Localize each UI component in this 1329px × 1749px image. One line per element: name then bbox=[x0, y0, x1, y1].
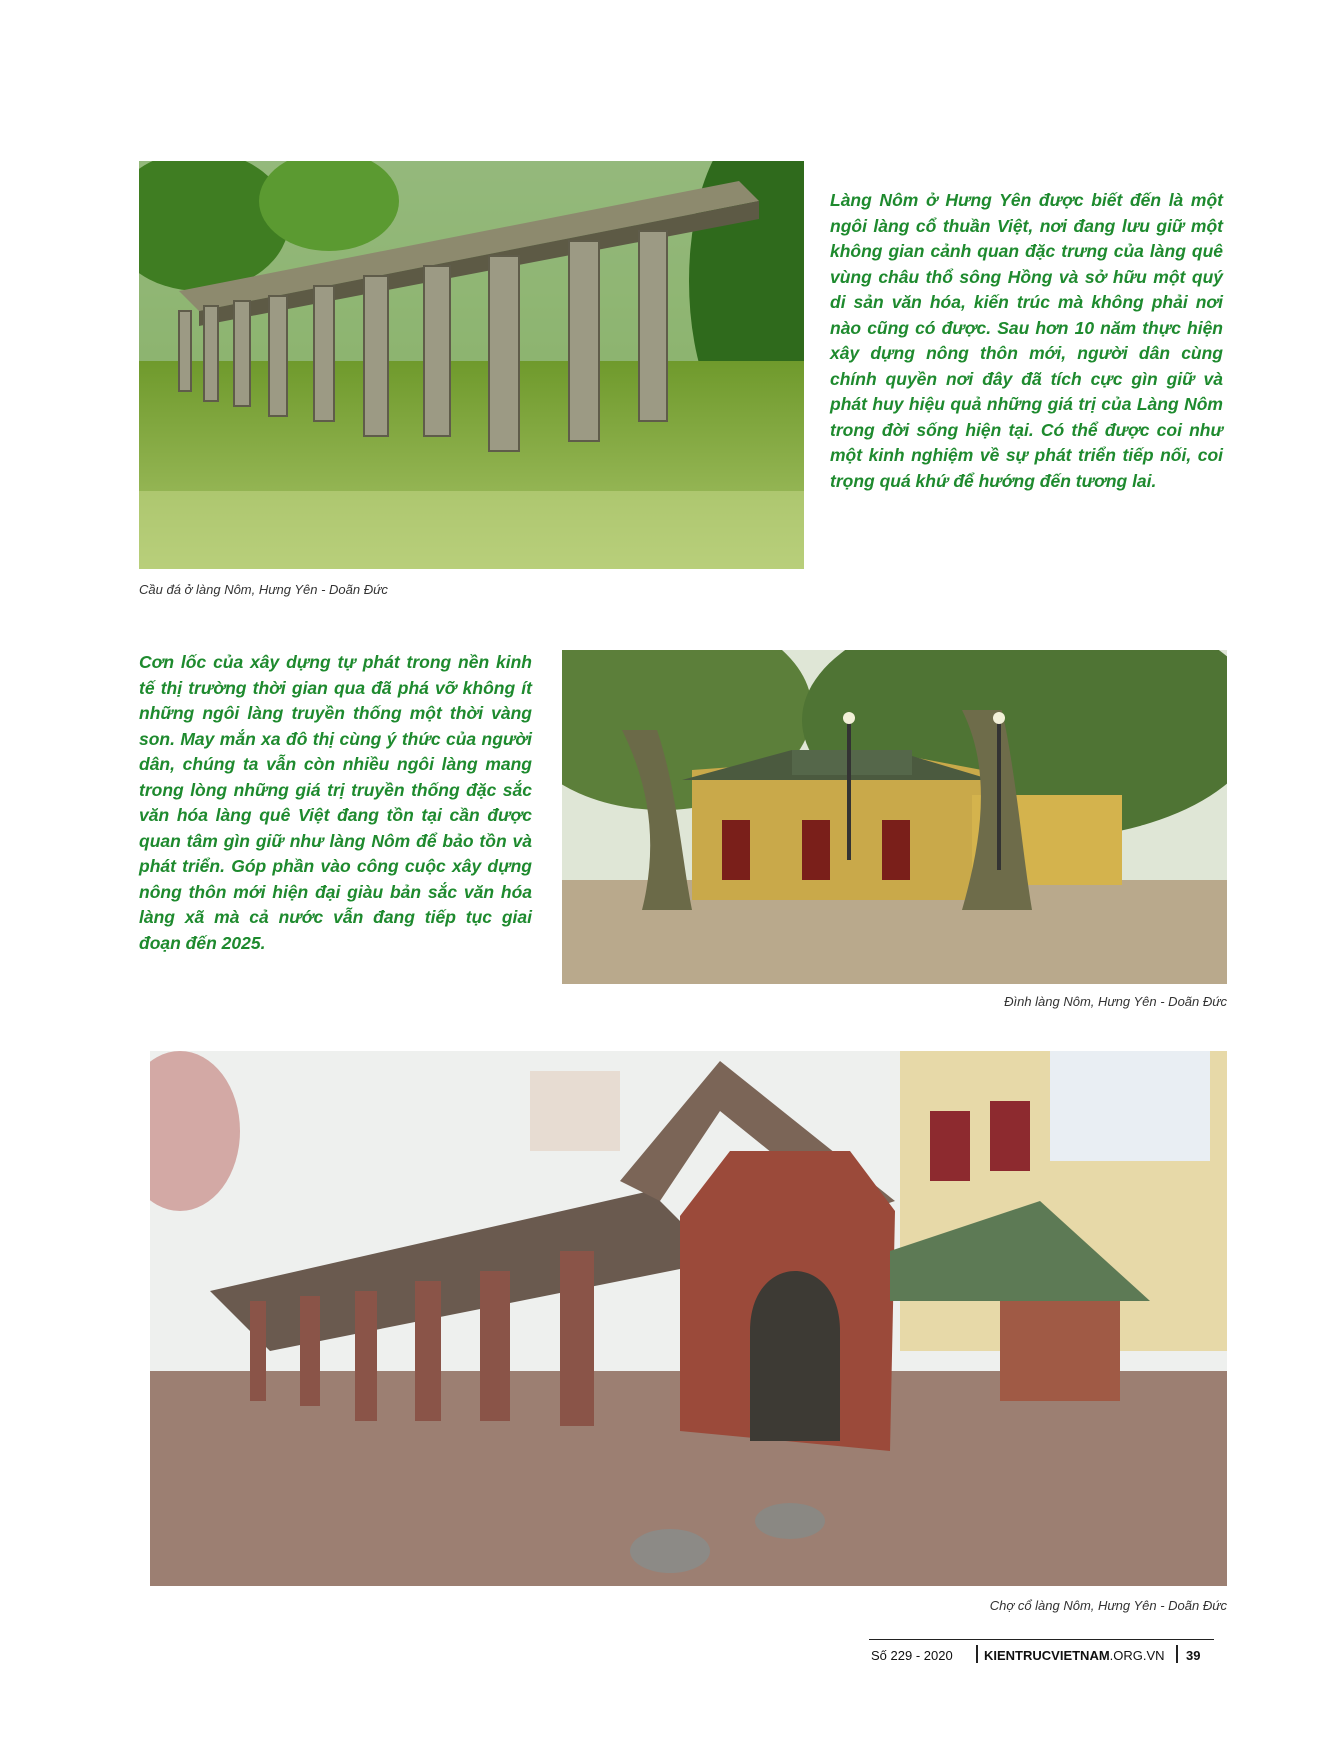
intro-paragraph: Làng Nôm ở Hưng Yên được biết đến là một ngôi làng cổ thuần Việt, nơi đang lưu giữ một không gian cảnh quan đặc trưng của làng quê vùng châu thổ sông Hồng và sở hữu một quý di sản văn hóa, kiến trúc mà không phải nơi nào cũng có được. Sau hơn 10 năm thực hiện xây dựng nông thôn mới, người dân cùng chính quyền nơi đây đã tích cực gìn giữ và phát huy hiệu quả những giá trị của Làng Nôm trong đời sống hiện tại. Có thể được coi như một kinh nghiệm về sự phát triển tiếp nối, coi trọng quá khứ để hướng đến tương lai. bbox=[830, 190, 1223, 491]
page-number: 39 bbox=[1186, 1648, 1201, 1663]
footer-divider-2 bbox=[1176, 1645, 1178, 1663]
site-name-bold: KIENTRUCVIETNAM bbox=[984, 1648, 1110, 1663]
context-paragraph: Cơn lốc của xây dựng tự phát trong nền kinh tế thị trường thời gian qua đã phá vỡ không ít những ngôi làng truyền thống một thời vàng son. May mắn xa đô thị cùng ý thức của người dân, chúng ta vẫn còn nhiều ngôi làng mang trong lòng những giá trị truyền thống đặc sắc văn hóa làng quê Việt đang tồn tại cần được quan tâm gìn giữ như làng Nôm để bảo tồn và phát triển. Góp phần vào công cuộc xây dựng nông thôn mới hiện đại giàu bản sắc văn hóa làng xã mà cả nước vẫn đang tiếp tục giai đoạn đến 2025. bbox=[139, 652, 532, 953]
photo-communal-house bbox=[562, 650, 1227, 984]
caption-temple: Đình làng Nôm, Hưng Yên - Doãn Đức bbox=[1004, 994, 1227, 1009]
site-name bbox=[984, 1648, 1165, 1663]
issue-number: Số 229 - 2020 bbox=[871, 1648, 953, 1663]
footer-divider bbox=[976, 1645, 978, 1663]
caption-market: Chợ cổ làng Nôm, Hưng Yên - Doãn Đức bbox=[989, 1598, 1227, 1613]
photo-old-market bbox=[150, 1051, 1227, 1586]
caption-bridge: Cầu đá ở làng Nôm, Hưng Yên - Doãn Đức bbox=[139, 582, 388, 597]
photo-stone-bridge bbox=[139, 161, 804, 569]
site-name-domain: .ORG.VN bbox=[1109, 1648, 1165, 1663]
page-footer bbox=[869, 1639, 1214, 1664]
